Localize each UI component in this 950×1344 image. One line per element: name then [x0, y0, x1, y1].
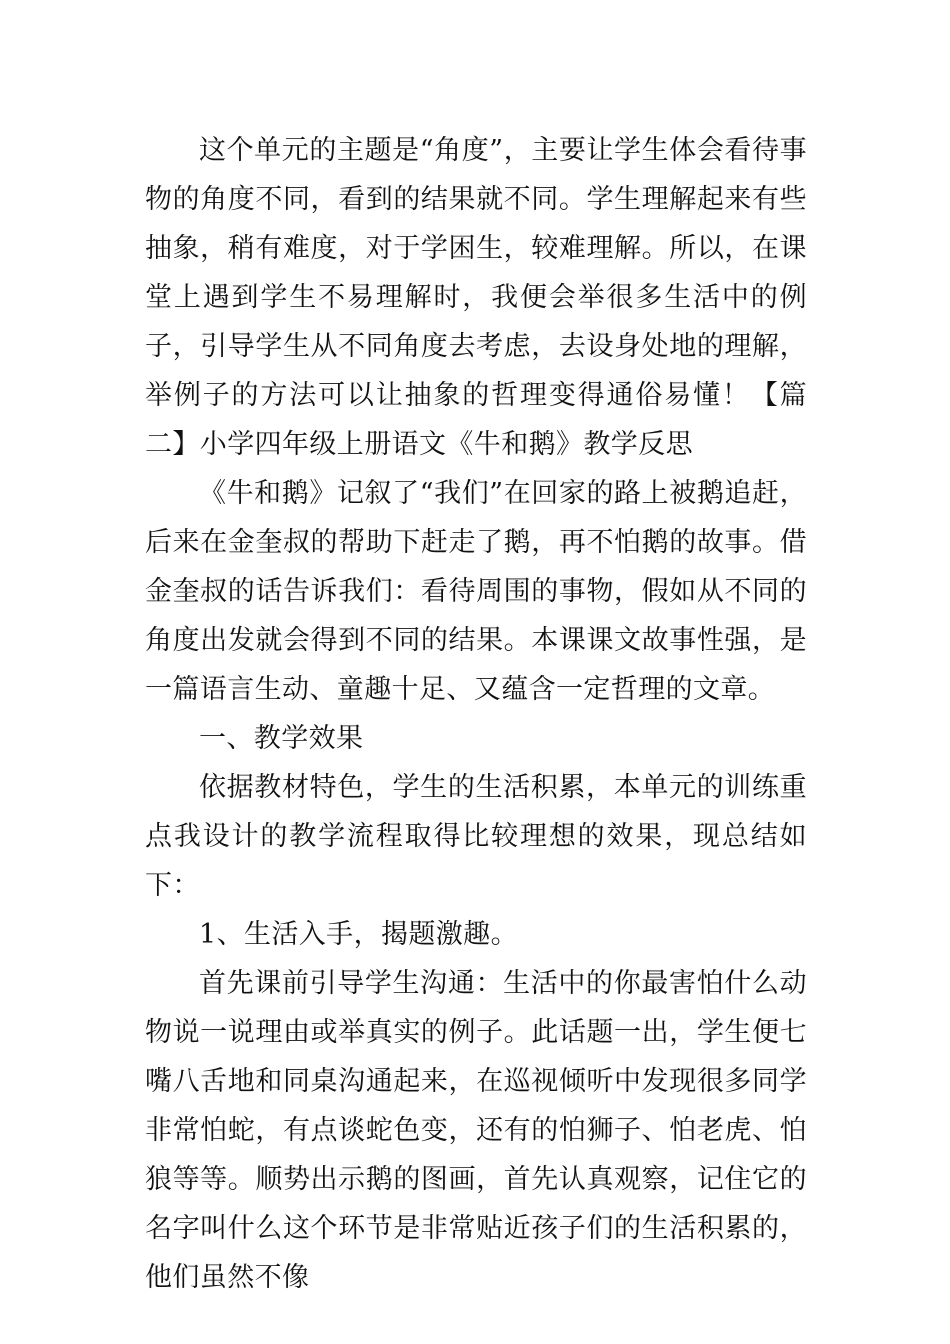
subheading-life-start: 1、生活入手，揭题激趣。: [199, 919, 518, 950]
paragraph-classroom-detail: 首先课前引导学生沟通：生活中的你最害怕什么动物说一说理由或举真实的例子。此话题一出，学生便七嘴八舌地和同桌沟通起来，在巡视倾听中发现很多同学非常怕蛇，有点谈蛇色变，还有的怕狮子、怕老虎、怕狼等等。顺势出示鹅的图画，首先认真观察，记住它的名字叫什么这个环节是非常贴近孩子们的生活积累的，他们虽然不像: [145, 968, 807, 1293]
paragraph-story-summary: 《牛和鹅》记叙了“我们”在回家的路上被鹅追赶，后来在金奎叔的帮助下赶走了鹅，再不怕鹅的故事。借金奎叔的话告诉我们：看待周围的事物，假如从不同的角度出发就会得到不同的结果。本课课文故事性强，是一篇语言生动、童趣十足、又蕴含一定哲理的文章。: [145, 478, 807, 705]
paragraph-intro: 这个单元的主题是“角度”，主要让学生体会看待事物的角度不同，看到的结果就不同。学生理解起来有些抽象，稍有难度，对于学困生，较难理解。所以，在课堂上遇到学生不易理解时，我便会举很多生活中的例子，引导学生从不同角度去考虑，去设身处地的理解，举例子的方法可以让抽象的哲理变得通俗易懂！【篇二】小学四年级上册语文《牛和鹅》教学反思: [145, 135, 807, 460]
paragraph-overview: 依据教材特色，学生的生活积累，本单元的训练重点我设计的教学流程取得比较理想的效果，现总结如下：: [145, 772, 807, 901]
document-page: [145, 126, 807, 1302]
section-heading-teaching-effect: 一、教学效果: [199, 723, 364, 754]
